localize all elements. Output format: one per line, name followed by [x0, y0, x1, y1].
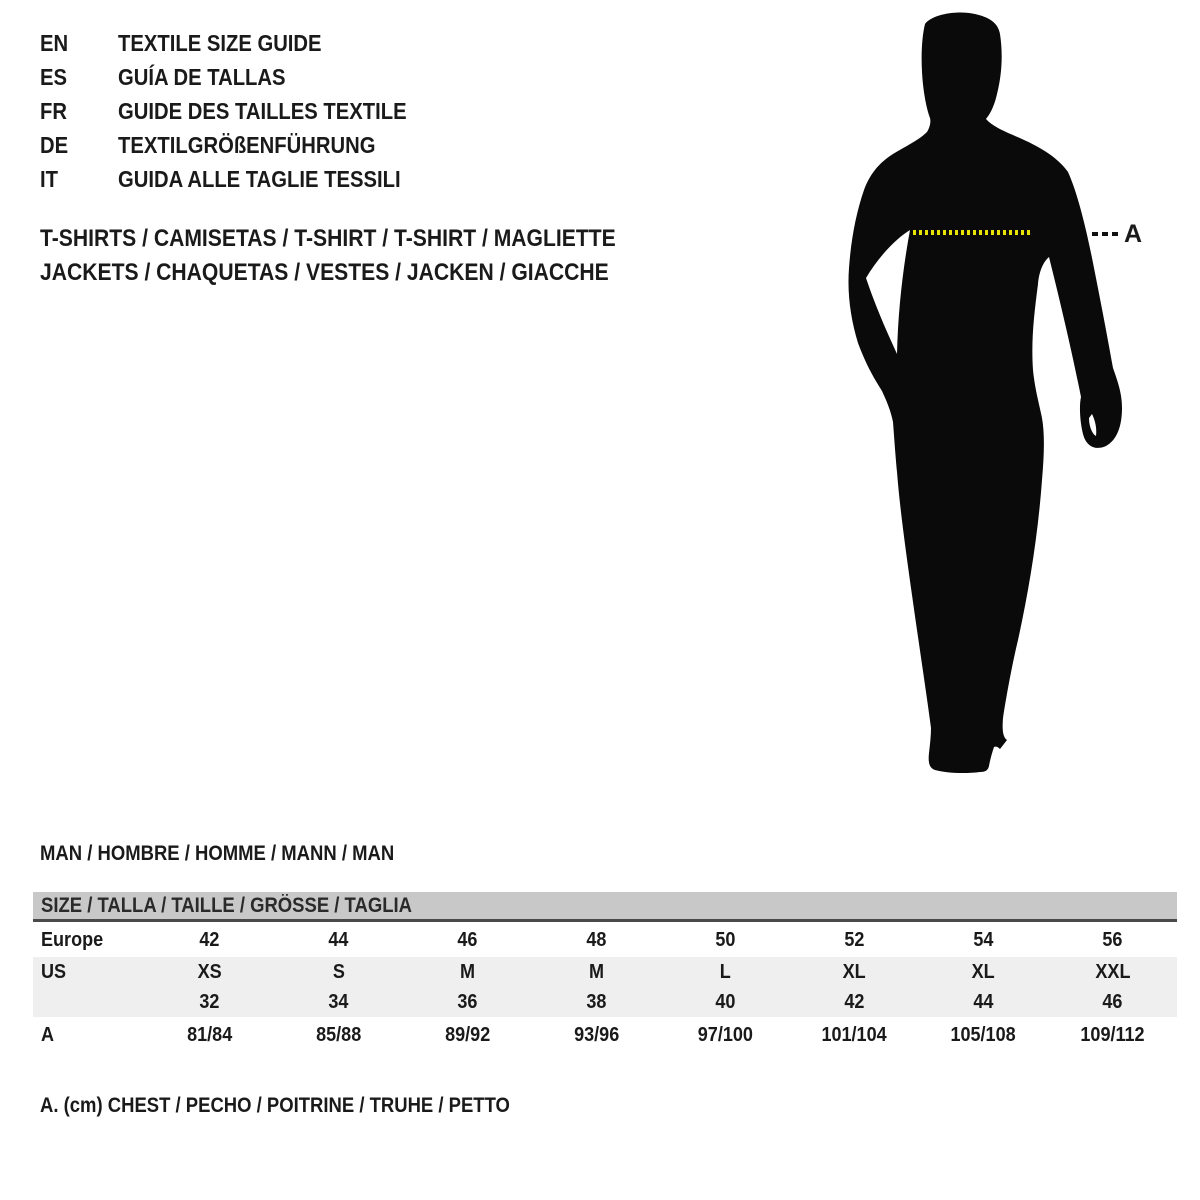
product-types: [40, 222, 694, 290]
table-cell: S: [332, 960, 345, 983]
section-title: MAN / HOMBRE / HOMME / MANN / MAN: [40, 842, 395, 865]
language-code: DE: [40, 131, 69, 158]
table-cell: 52: [844, 927, 865, 951]
table-row-numeric: [33, 987, 1177, 1017]
table-cell: 109/112: [1080, 1023, 1145, 1046]
guide-title: TEXTILE SIZE GUIDE: [118, 29, 322, 56]
table-cell: 101/104: [821, 1023, 888, 1046]
table-row-us: [33, 957, 1177, 987]
size-table: [33, 892, 1177, 1053]
row-label: US: [41, 960, 67, 983]
table-cell: 46: [457, 927, 478, 951]
language-code: IT: [40, 165, 58, 192]
table-cell: 44: [973, 990, 994, 1013]
table-cell: 42: [844, 990, 865, 1013]
list-item: [40, 94, 446, 128]
measure-pointer-dashes: [1092, 232, 1120, 236]
man-silhouette: [840, 10, 1143, 790]
table-cell: M: [588, 960, 605, 983]
table-cell: 89/92: [444, 1023, 491, 1046]
table-cell: 42: [199, 927, 220, 951]
measure-label-a: A: [1124, 220, 1143, 248]
table-cell: 40: [715, 990, 736, 1013]
language-code: EN: [40, 29, 69, 56]
table-cell: 34: [328, 990, 349, 1013]
table-cell: 32: [199, 990, 220, 1013]
measure-footnote: A. (cm) CHEST / PECHO / POITRINE / TRUHE / PETTO: [40, 1094, 510, 1117]
list-item: [40, 162, 446, 196]
table-cell: 36: [457, 990, 478, 1013]
list-item: [40, 26, 446, 60]
table-row-chest-a: [33, 1017, 1177, 1053]
list-item: [40, 128, 446, 162]
table-cell: L: [719, 960, 732, 983]
guide-title: GUÍA DE TALLAS: [118, 63, 286, 90]
table-cell: 81/84: [186, 1023, 233, 1046]
table-cell: M: [459, 960, 476, 983]
table-cell: 48: [586, 927, 607, 951]
guide-title: GUIDE DES TAILLES TEXTILE: [118, 97, 407, 124]
table-cell: 44: [328, 927, 349, 951]
row-label: A: [41, 1023, 55, 1046]
table-cell: 85/88: [315, 1023, 362, 1046]
table-cell: 105/108: [950, 1023, 1017, 1046]
table-cell: 38: [586, 990, 607, 1013]
table-cell: 56: [1102, 927, 1123, 951]
size-table-header-label: SIZE / TALLA / TAILLE / GRÖSSE / TAGLIA: [41, 893, 412, 917]
table-cell: XL: [842, 960, 867, 983]
table-cell: 50: [715, 927, 736, 951]
size-table-header: [33, 892, 1177, 922]
table-cell: 97/100: [697, 1023, 754, 1046]
list-item: [40, 60, 446, 94]
language-code: ES: [40, 63, 68, 90]
product-line-jackets: JACKETS / CHAQUETAS / VESTES / JACKEN / GIACCHE: [40, 259, 609, 286]
table-cell: 93/96: [573, 1023, 620, 1046]
product-line-tshirts: T-SHIRTS / CAMISETAS / T-SHIRT / T-SHIRT / MAGLIETTE: [40, 225, 616, 252]
table-cell: XXL: [1094, 960, 1131, 983]
table-cell: XL: [971, 960, 996, 983]
table-row-europe: [33, 922, 1177, 957]
table-cell: 46: [1102, 990, 1123, 1013]
language-guide-list: [40, 26, 446, 196]
table-cell: XS: [197, 960, 222, 983]
guide-title: GUIDA ALLE TAGLIE TESSILI: [118, 165, 401, 192]
guide-title: TEXTILGRÖßENFÜHRUNG: [118, 131, 376, 158]
silhouette-body: [848, 12, 1122, 773]
row-label: Europe: [41, 927, 104, 951]
table-cell: 54: [973, 927, 994, 951]
chest-measure-dotted-line: [913, 230, 1032, 235]
language-code: FR: [40, 97, 67, 124]
